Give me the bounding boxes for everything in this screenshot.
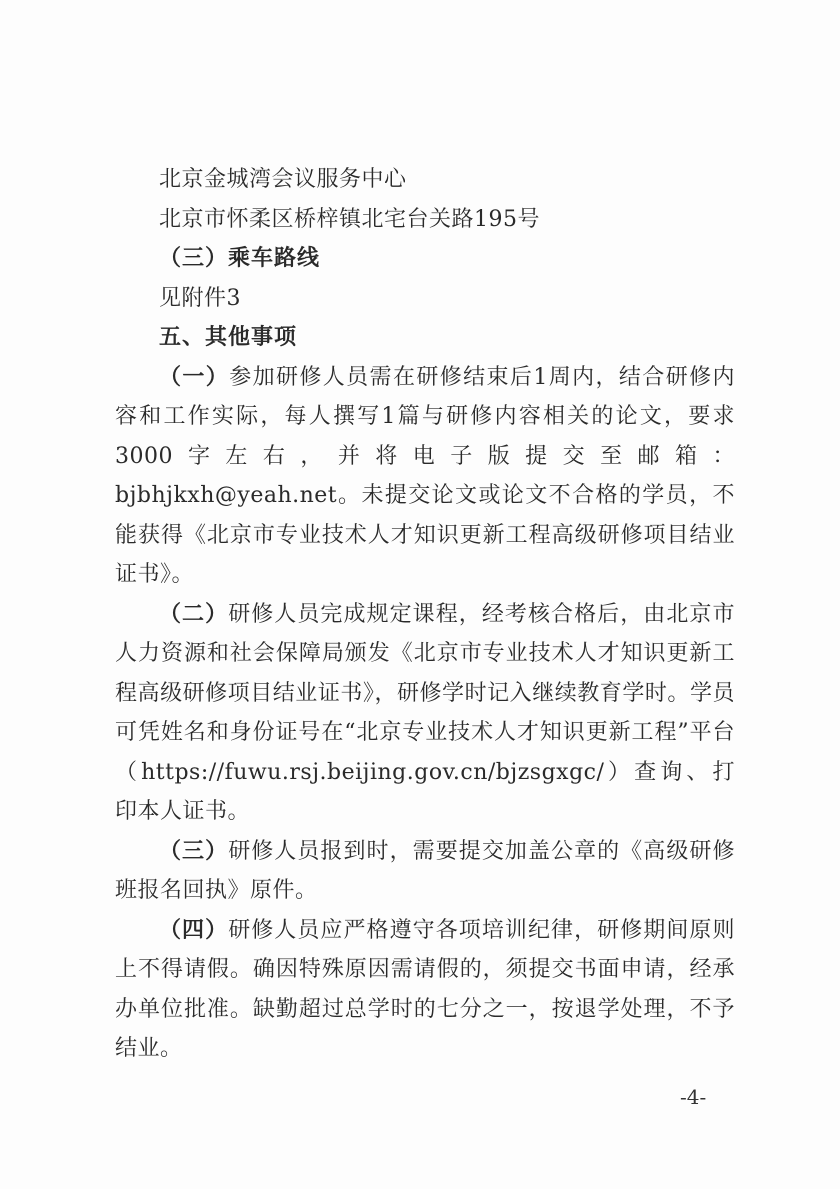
item-text-3: 研修人员报到时，需要提交加盖公章的《高级研修班报名回执》原件。 (115, 838, 735, 903)
item-label-3: （三） (159, 837, 229, 864)
item-paragraph-2 (115, 595, 735, 832)
item-label-1: （一） (159, 363, 230, 390)
venue-name: 北京金城湾会议服务中心 (159, 167, 407, 192)
route-heading: （三）乘车路线 (159, 246, 321, 271)
route-text: 见附件3 (159, 285, 241, 311)
item-text-2: 研修人员完成规定课程，经考核合格后，由北京市人力资源和社会保障局颁发《北京市专业技术人才知识更新工程高级研修项目结业证书》，研修学时记入继续教育学时。学员可凭姓名和身份证号在“北京专业技术人才知识更新工程”平台（https://fuwu.rsj.beijing.gov.cn/bjzsgxgc/）查询、打印本人证书。 (115, 601, 735, 824)
item-paragraph-1 (115, 358, 735, 595)
document-body (115, 160, 735, 1069)
item-paragraph-3 (115, 832, 735, 911)
item-label-4: （四） (159, 916, 229, 943)
page-number: -4- (680, 1085, 707, 1109)
section-heading: 五、其他事项 (159, 325, 298, 350)
item-text-1: 参加研修人员需在研修结束后1周内，结合研修内容和工作实际，每人撰写1篇与研修内容相关的论文，要求3000字左右，并将电子版提交至邮箱：bjbhjkxh@yeah.net。未提交论文或论文不合格的学员，不能获得《北京市专业技术人才知识更新工程高级研修项目结业证书》。 (115, 364, 735, 587)
venue-address: 北京市怀柔区桥梓镇北宅台关路195号 (159, 206, 540, 232)
item-paragraph-4 (115, 911, 735, 1069)
item-label-2: （二） (159, 600, 229, 627)
item-text-4: 研修人员应严格遵守各项培训纪律，研修期间原则上不得请假。确因特殊原因需请假的，须提交书面申请，经承办单位批准。缺勤超过总学时的七分之一，按退学处理，不予结业。 (115, 917, 735, 1061)
